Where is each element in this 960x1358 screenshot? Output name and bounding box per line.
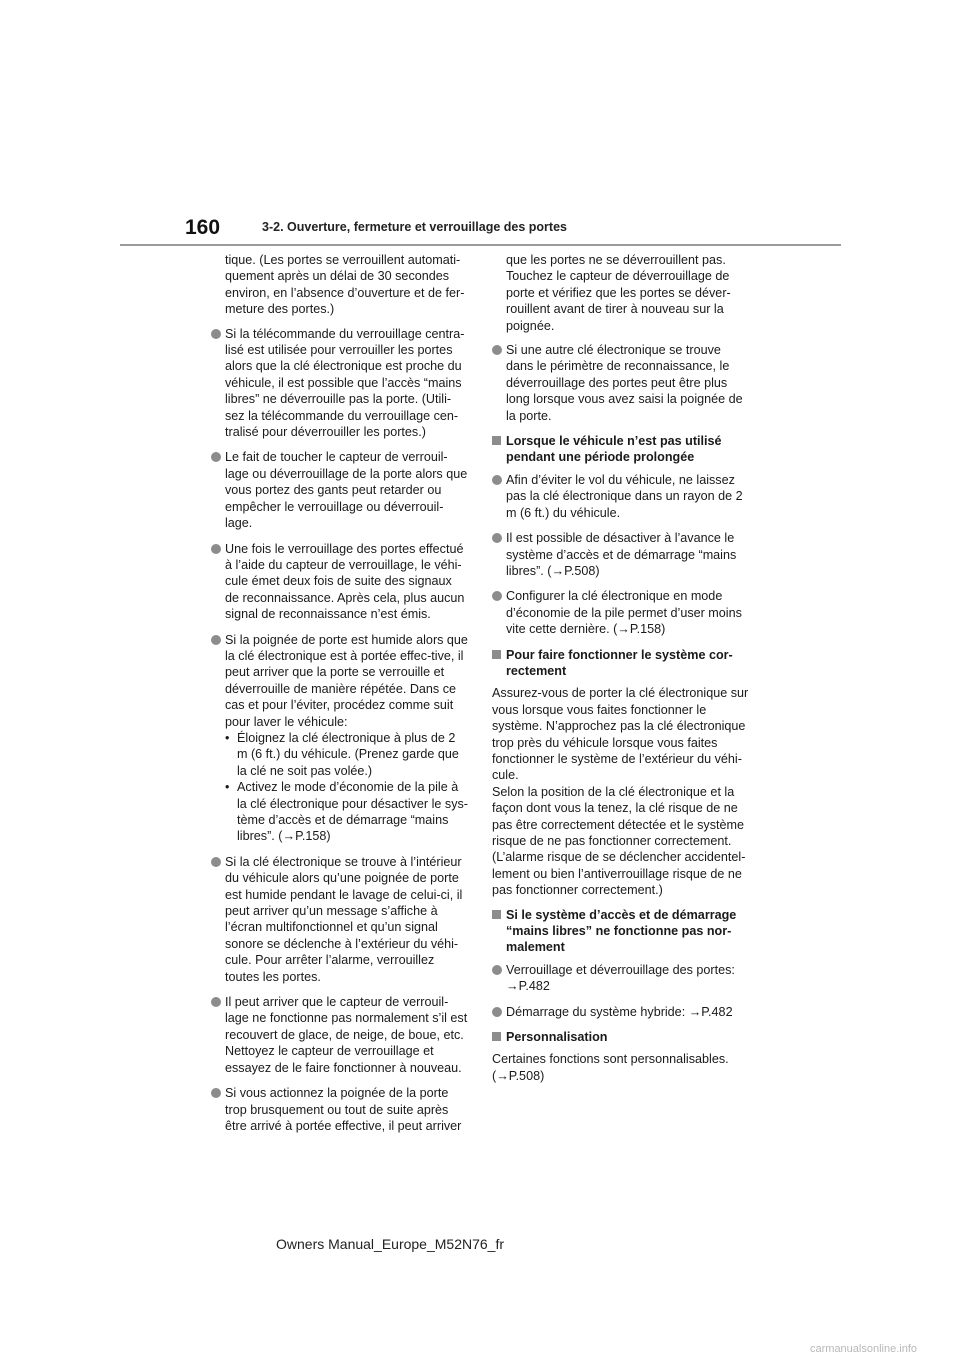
list-item — [211, 449, 469, 531]
bullet-icon — [492, 345, 502, 355]
sub-item-text: Activez le mode d’économie de la pile à la clé électronique pour désactiver le sys-tème d’accès et de démarrage “mains libres”. (→P.158) — [237, 780, 468, 844]
list-item — [211, 854, 469, 985]
heading-text: Lorsque le véhicule n’est pas utilisé pendant une période prolongée — [506, 434, 722, 465]
bullet-icon — [492, 1007, 502, 1017]
list-item — [211, 326, 469, 441]
bullet-icon — [211, 997, 221, 1007]
sub-item — [225, 730, 469, 779]
list-item — [211, 541, 469, 623]
bullet-text: Le fait de toucher le capteur de verrouil-lage ou déverrouillage de la porte alors que vous portez des gants peut retarder ou empêcher le verrouillage ou déverrouil-lage. — [225, 450, 468, 531]
bullet-text: Verrouillage et déverrouillage des portes: →P.482 — [506, 962, 735, 994]
bullet-text: Si vous actionnez la poignée de la porte trop brusquement ou tout de suite après être arrivé à portée effective, il peut arriver — [225, 1086, 462, 1133]
heading-text: Si le système d’accès et de démarrage “mains libres” ne fonctionne pas nor-malement — [506, 907, 737, 955]
list-item — [492, 530, 750, 579]
square-bullet-icon — [492, 1032, 501, 1041]
bullet-text: Si la poignée de porte est humide alors que la clé électronique est à portée effec-tive, il peut arriver que la porte se verrouille et déverrouille de manière répétée. Dans ce cas et pour l’éviter, procédez comme suit pour laver le véhicule: — [225, 632, 468, 729]
list-item — [492, 962, 750, 995]
sub-bullet-icon: • — [225, 730, 230, 745]
heading-text: Personnalisation — [506, 1030, 608, 1045]
bullet-text: Configurer la clé électronique en mode d’économie de la pile permet d’user moins vite cette dernière. (→P.158) — [506, 589, 742, 637]
list-item — [211, 994, 469, 1076]
section-title: 3-2. Ouverture, fermeture et verrouillage des portes — [262, 220, 567, 234]
list-item — [211, 1085, 469, 1134]
list-item — [492, 342, 750, 424]
section-heading — [492, 647, 750, 680]
section-heading — [492, 1029, 750, 1045]
intro-paragraph: tique. (Les portes se verrouillent automati-quement après un délai de 30 secondes environ, en l’absence d’ouverture et de fer-meture des portes.) — [225, 253, 465, 317]
bullet-icon — [211, 452, 221, 462]
bullet-icon — [211, 635, 221, 645]
section-heading — [492, 907, 750, 956]
list-item — [492, 1004, 750, 1020]
bullet-icon — [211, 857, 221, 867]
bullet-text: Il peut arriver que le capteur de verrouil-lage ne fonctionne pas normalement s’il est recouvert de glace, de neige, de boue, etc. Nettoyez le capteur de verrouillage et essayez de le faire fonctionner à nouveau. — [225, 995, 468, 1075]
bullet-icon — [211, 1088, 221, 1098]
heading-text: Pour faire fonctionner le système cor-rectement — [506, 647, 733, 678]
list-item — [492, 588, 750, 637]
bullet-text: Si la clé électronique se trouve à l’intérieur du véhicule alors qu’une poignée de porte est humide pendant le lavage de celui-ci, il peut arriver qu’un message s’affiche à l’écran multifonctionnel et qu’un signal sonore se déclenche à l’extérieur du véhi-cule. Pour arrêter l’alarme, verrouillez toutes les portes. — [225, 854, 463, 984]
bullet-text: Démarrage du système hybride: →P.482 — [506, 1004, 733, 1019]
bullet-text: Afin d’éviter le vol du véhicule, ne laissez pas la clé électronique dans un rayon de 2 m (6 ft.) du véhicule. — [506, 472, 743, 520]
bullet-icon — [492, 475, 502, 485]
sub-item — [225, 779, 469, 845]
left-column — [211, 252, 469, 1143]
section-heading — [492, 433, 750, 466]
list-item — [492, 472, 750, 521]
bullet-icon — [211, 329, 221, 339]
continued-paragraph: que les portes ne se déverrouillent pas. Touchez le capteur de déverrouillage de porte et vérifiez que les portes se déver-rouillent avant de tirer à nouveau sur la poignée. — [506, 253, 731, 333]
header-rule — [120, 244, 841, 246]
sub-item-text: Éloignez la clé électronique à plus de 2 m (6 ft.) du véhicule. (Prenez garde que la clé ne soit pas volée.) — [237, 730, 459, 778]
paragraph-text: Selon la position de la clé électronique et la façon dont vous la tenez, la clé risque de ne pas être correctement détectée et le système risque de ne pas fonctionner correctement. (L’alarme risque de se déclencher accidentel-lement ou bien l’antiverrouillage risque de ne pas fonctionner correctement.) — [492, 784, 746, 898]
list-item — [211, 632, 469, 845]
sub-bullet-icon: • — [225, 780, 230, 795]
square-bullet-icon — [492, 650, 501, 659]
bullet-icon — [492, 533, 502, 543]
body-paragraph — [492, 685, 750, 898]
bullet-icon — [492, 965, 502, 975]
footer-text: Owners Manual_Europe_M52N76_fr — [276, 1236, 505, 1252]
bullet-icon — [211, 544, 221, 554]
bullet-text: Si une autre clé électronique se trouve dans le périmètre de reconnaissance, le déverrouillage des portes peut être plus long lorsque vous avez saisi la poignée de la porte. — [506, 343, 743, 423]
body-paragraph: Certaines fonctions sont personnalisables. (→P.508) — [492, 1052, 729, 1083]
bullet-text: Si la télécommande du verrouillage centra-lisé est utilisée pour verrouiller les portes alors que la clé électronique est proche du véhicule, il est possible que l’accès “mains libres” ne déverrouille pas la porte. (Utili-sez la télécommande du verrouillage cen-tralisé pour déverrouiller les portes.) — [225, 326, 465, 440]
square-bullet-icon — [492, 436, 501, 445]
paragraph-text: Assurez-vous de porter la clé électronique sur vous lorsque vous faites fonctionner le système. N’approchez pas la clé électronique trop près du véhicule lorsque vous faites fonctionner le système de l’extérieur du véhi-cule. — [492, 686, 749, 783]
bullet-text: Une fois le verrouillage des portes effectué à l’aide du capteur de verrouillage, le véhi-cule émet deux fois de suite des signaux de reconnaissance. Après cela, plus aucun signal de reconnaissance n’est émis. — [225, 541, 465, 622]
page-number: 160 — [185, 216, 221, 239]
square-bullet-icon — [492, 910, 501, 919]
bullet-text: Il est possible de désactiver à l’avance le système d’accès et de démarrage “mains libres”. (→P.508) — [506, 531, 737, 578]
bullet-icon — [492, 591, 502, 601]
watermark: carmanualsonline.info — [810, 1343, 918, 1355]
right-column — [492, 252, 750, 1092]
